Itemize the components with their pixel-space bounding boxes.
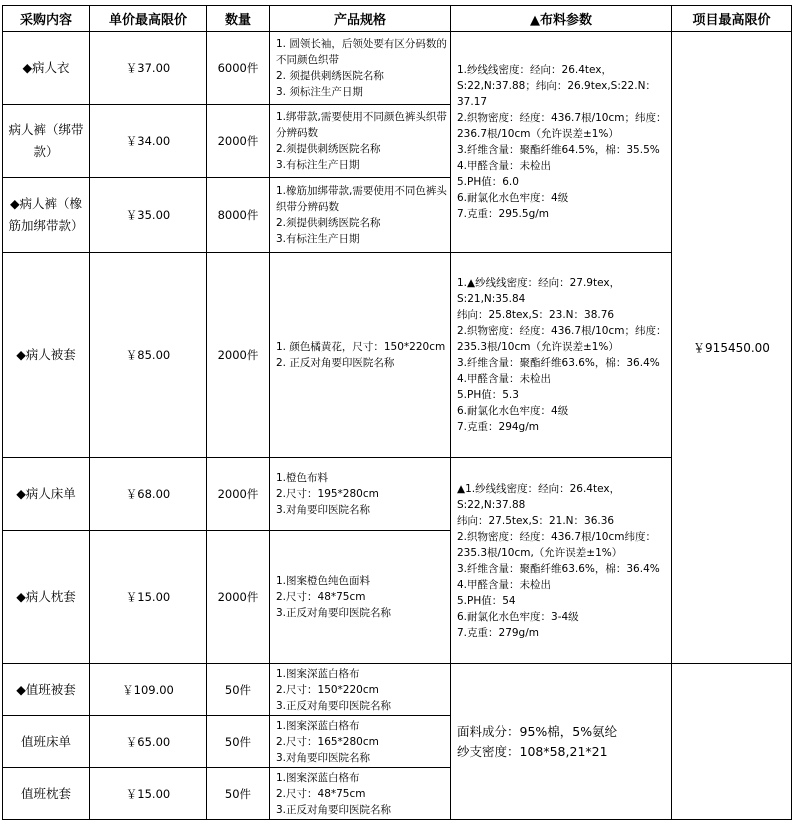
fabric-line: 4.甲醛含量：未检出 [457,373,552,385]
header-unit-price: 单价最高限价 [90,6,207,32]
spec-line: 1.橡筋加绑带款,需要使用不同色裤头织带分辨码数 [276,185,447,213]
spec-line: 2.须提供刺绣医院名称 [276,143,381,155]
spec-line: 2.尺寸：48*75cm [276,591,366,603]
fabric-line: 4.甲醛含量：未检出 [457,578,552,591]
fabric-line: ▲1.纱线线密度：经向：26.4tex，S:22,N:37.88 [457,482,621,511]
unit-price: ￥65.00 [90,716,207,768]
unit-price: ￥15.00 [90,768,207,820]
unit-price: ￥109.00 [90,664,207,716]
item-name: ◆病人衣 [3,32,90,105]
spec-line: 3.正反对角要印医院名称 [276,699,392,712]
table-row [3,32,792,105]
fabric-line: 4.甲醛含量：未检出 [457,160,552,172]
spec-line: 3.有标注生产日期 [276,159,360,171]
fabric-line: 6.耐氯化水色牢度：4级 [457,192,569,204]
spec-line: 1.绑带款,需要使用不同颜色裤头织带分辨码数 [276,111,447,139]
fabric-line: 5.PH值：5.3 [457,389,519,401]
fabric-line: 3.纤维含量：聚酯纤维63.6%，棉：36.4% [457,357,660,369]
fabric-line: 7.克重：295.5g/m [457,208,550,220]
spec-cell [270,32,451,105]
spec-line: 2. 须提供刺绣医院名称 [276,70,384,82]
fabric-line: 6.耐氯化水色牢度：4级 [457,405,569,417]
quantity: 8000件 [207,178,270,253]
fabric-line: 3.纤维含量：聚酯纤维63.6%，棉：36.4% [457,562,660,575]
header-quantity: 数量 [207,6,270,32]
quantity: 50件 [207,716,270,768]
fabric-line: 7.克重：294g/m [457,421,539,433]
spec-line: 1. 圆领长袖，后领处要有区分码数的不同颜色织带 [276,38,447,66]
fabric-params-cell [451,253,672,458]
item-name: ◆病人枕套 [3,531,90,664]
spec-line: 1.图案深蓝白格布 [276,771,360,784]
spec-line: 1.图案深蓝白格布 [276,667,360,680]
spec-cell [270,664,451,716]
spec-cell [270,178,451,253]
fabric-params-cell [451,664,672,820]
header-item: 采购内容 [3,6,90,32]
item-name: ◆值班被套 [3,664,90,716]
quantity: 2000件 [207,253,270,458]
spec-line: 1.图案橙色纯色面料 [276,575,371,587]
spec-line: 2.尺寸：48*75cm [276,787,366,800]
unit-price: ￥85.00 [90,253,207,458]
spec-line: 3. 须标注生产日期 [276,86,363,98]
item-name: 病人裤（绑带款） [3,105,90,178]
spec-line: 3.有标注生产日期 [276,233,360,245]
procurement-table [2,5,792,820]
unit-price: ￥37.00 [90,32,207,105]
fabric-line: 2.织物密度：经度：436.7根/10cm纬度：235.3根/10cm,（允许误差±1%） [457,530,656,559]
spec-line: 2.尺寸：195*280cm [276,488,379,500]
spec-line: 3.正反对角要印医院名称 [276,607,392,619]
fabric-line: 3.纤维含量：聚酯纤维64.5%，棉：35.5% [457,144,660,156]
spec-line: 2.须提供刺绣医院名称 [276,217,381,229]
spec-line: 1.图案深蓝白格布 [276,719,360,732]
header-project-total: 项目最高限价 [672,6,792,32]
item-name: ◆病人床单 [3,458,90,531]
spec-line: 3.正反对角要印医院名称 [276,803,392,816]
unit-price: ￥35.00 [90,178,207,253]
spec-line: 3.对角要印医院名称 [276,504,371,516]
quantity: 50件 [207,664,270,716]
fabric-line: 纬向：27.5tex,S：21.N：36.36 [457,514,615,527]
spec-cell [270,458,451,531]
spec-line: 1. 颜色橘黄花，尺寸：150*220cm [276,341,446,353]
spec-cell [270,253,451,458]
spec-line: 2.尺寸：165*280cm [276,735,379,748]
spec-cell [270,716,451,768]
project-total: ￥915450.00 [672,32,792,664]
unit-price: ￥15.00 [90,531,207,664]
spec-line: 3.对角要印医院名称 [276,751,371,764]
quantity: 50件 [207,768,270,820]
quantity: 6000件 [207,32,270,105]
table-row [3,664,792,716]
header-row [3,6,792,32]
item-name: ◆病人被套 [3,253,90,458]
fabric-line: 纬向：25.8tex,S：23.N：38.76 [457,309,615,321]
fabric-params-cell [451,32,672,253]
fabric-line: 2.织物密度：经度：436.7根/10cm；纬度：236.7根/10cm（允许误差±1%） [457,112,667,140]
spec-line: 2. 正反对角要印医院名称 [276,357,395,369]
item-name: 值班枕套 [3,768,90,820]
header-fabric: ▲布料参数 [451,6,672,32]
spec-cell [270,531,451,664]
fabric-line: 1.▲纱线线密度：经向：27.9tex，S:21,N:35.84 [457,277,621,305]
fabric-line: 6.耐氯化水色牢度：3-4级 [457,610,579,623]
fabric-line: 2.织物密度：经度：436.7根/10cm；纬度：235.3根/10cm（允许误差±1%） [457,325,667,353]
fabric-line: 1.纱线线密度：经向：26.4tex，S:22,N:37.88；纬向：26.9tex,S:22.N：37.17 [457,64,656,108]
spec-cell [270,105,451,178]
quantity: 2000件 [207,105,270,178]
empty-cell [672,664,792,820]
quantity: 2000件 [207,458,270,531]
fabric-params-cell [451,458,672,664]
unit-price: ￥34.00 [90,105,207,178]
header-spec: 产品规格 [270,6,451,32]
fabric-line: 纱支密度：108*58,21*21 [457,743,608,759]
fabric-line: 5.PH值：6.0 [457,176,519,188]
fabric-line: 5.PH值：54 [457,594,516,607]
fabric-line: 7.克重：279g/m [457,626,539,639]
spec-line: 2.尺寸：150*220cm [276,683,379,696]
spec-line: 1.橙色布料 [276,472,329,484]
item-name: 值班床单 [3,716,90,768]
spec-cell [270,768,451,820]
fabric-line: 面料成分：95%棉，5%氨纶 [457,723,618,739]
unit-price: ￥68.00 [90,458,207,531]
item-name: ◆病人裤（橡筋加绑带款） [3,178,90,253]
quantity: 2000件 [207,531,270,664]
